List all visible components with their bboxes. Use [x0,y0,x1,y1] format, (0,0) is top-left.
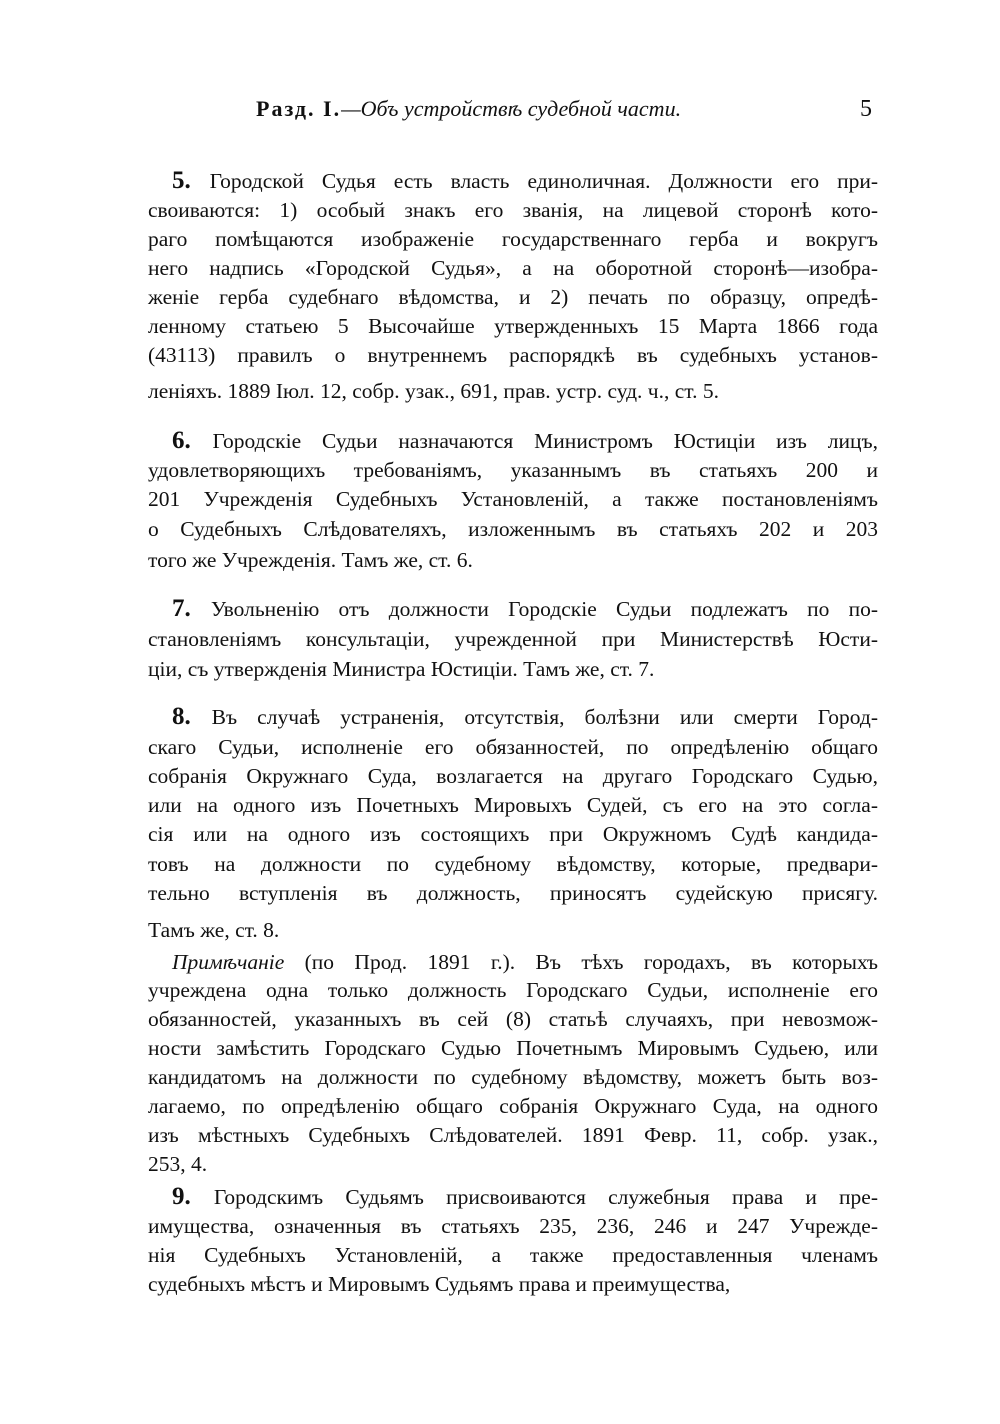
line-text: удовлетворяющихъ требованіямъ, указаннымъ въ статьяхъ 200 и [148,458,878,482]
text-line [148,1035,878,1061]
line-text: собранія Окружнаго Суда, возлагается на другаго Городскаго Судью, [148,764,878,788]
text-line [148,1151,878,1177]
text-line [172,428,878,454]
line-text: скаго Судьи, исполненіе его обязанностей, по опредѣленію общаго [148,735,878,759]
text-line [148,1093,878,1119]
text-line [148,1122,878,1148]
text-line [148,917,878,943]
text-line [148,851,878,877]
text-line [172,168,878,194]
text-line [148,792,878,818]
line-text: него надпись «Городской Судья», а на оборотной сторонѣ—изобра- [148,256,878,280]
text-line [172,596,878,622]
text-line [148,763,878,789]
line-text: ціи, съ утвержденія Министра Юстиціи. Тамъ же, ст. 7. [148,657,655,681]
running-header [256,96,681,122]
line-text: обязанностей, указанныхъ въ сей (8) статьѣ случаяхъ, при невозмож- [148,1007,878,1031]
text-line [148,486,878,512]
line-text: женіе герба судебнаго вѣдомства, и 2) печать по образцу, опредѣ- [148,285,878,309]
article-number: 6. [172,427,213,454]
line-text: учреждена одна только должность Городскаго Судьи, исполненіе его [148,978,878,1002]
line-text: Городскимъ Судьямъ присвоиваются служебныя права и пре- [213,1185,878,1209]
line-text: 253, 4. [148,1152,208,1176]
article-number: 7. [172,595,211,622]
line-text: сія или на одного изъ состоящихъ при Окружномъ Судѣ кандида- [148,822,878,846]
line-text: раго помѣщаются изображеніе государственнаго герба и вокругъ [148,227,878,251]
article-number: 5. [172,167,210,194]
text-line [148,255,878,281]
section-label: Разд. I. [256,96,342,121]
line-text: о Судебныхъ Слѣдователяхъ, изложеннымъ въ статьяхъ 202 и 203 [148,517,878,541]
article-number: 8. [172,703,212,730]
text-line [172,1184,878,1210]
text-line [148,226,878,252]
text-line [148,457,878,483]
text-line [148,1271,878,1297]
text-line [148,1213,878,1239]
text-line [148,516,878,542]
line-text: Тамъ же, ст. 8. [148,918,280,942]
line-text: лагаемо, по опредѣленію общаго собранія Окружнаго Суда, на одного [148,1094,878,1118]
text-line [148,197,878,223]
line-text: 201 Учрежденія Судебныхъ Установленій, а также постановленіямъ [148,487,878,511]
line-text: или на одного изъ Почетныхъ Мировыхъ Судей, съ его на это согла- [148,793,878,817]
note-label: Примѣчаніе [172,950,285,974]
text-line [148,734,878,760]
line-text: имущества, означенныя въ статьяхъ 235, 236, 246 и 247 Учрежде- [148,1214,878,1238]
text-line [148,880,878,906]
text-line [148,626,878,652]
line-text: нія Судебныхъ Установленій, а также предоставленныя членамъ [148,1243,878,1267]
line-text: становленіямъ консультаціи, учрежденной при Министерствѣ Юсти- [148,627,878,651]
line-text: Городской Судья есть власть единоличная. Должности его при- [209,169,878,193]
line-text: (по Прод. 1891 г.). Въ тѣхъ городахъ, въ которыхъ [284,950,878,974]
line-text: тельно вступленія въ должность, приносятъ судейскую присягу. [148,881,878,905]
line-text: судебныхъ мѣстъ и Мировымъ Судьямъ права и преимущества, [148,1272,731,1296]
text-line [172,949,878,975]
text-line [148,284,878,310]
line-text: кандидатомъ на должности по судебному вѣдомству, можетъ быть воз- [148,1065,878,1089]
text-line [148,547,878,573]
line-text: товъ на должности по судебному вѣдомству, которые, предвари- [148,852,878,876]
text-line [148,1064,878,1090]
text-line [148,1006,878,1032]
text-line [148,1242,878,1268]
page-number: 5 [860,96,872,122]
article-number: 9. [172,1183,214,1210]
text-line [148,656,878,682]
line-text: изъ мѣстныхъ Судебныхъ Слѣдователей. 1891 Февр. 11, собр. узак., [148,1123,878,1147]
line-text: своиваются: 1) особый знакъ его званія, на лицевой сторонѣ кото- [148,198,878,222]
line-text: ленному статьею 5 Высочайше утвержденныхъ 15 Марта 1866 года [148,314,878,338]
line-text: Городскіе Судьи назначаются Министромъ Юстиціи изъ лицъ, [212,429,878,453]
line-text: того же Учрежденія. Тамъ же, ст. 6. [148,548,473,572]
line-text: леніяхъ. 1889 Іюл. 12, собр. узак., 691, прав. устр. суд. ч., ст. 5. [148,379,719,403]
text-line [148,977,878,1003]
line-text: Въ случаѣ устраненія, отсутствія, болѣзни или смерти Город- [211,705,879,729]
line-text: ности замѣстить Городскаго Судью Почетнымъ Мировымъ Судьею, или [148,1036,878,1060]
line-text: (43113) правилъ о внутреннемъ распорядкѣ въ судебныхъ установ- [148,343,878,367]
text-line [148,313,878,339]
line-text: Увольненію отъ должности Городскіе Судьи подлежатъ по по- [210,597,878,621]
text-line [148,342,878,368]
text-line [148,378,878,404]
text-line [172,704,878,730]
section-title: —Объ устройствѣ судебной части. [341,96,682,121]
text-line [148,821,878,847]
